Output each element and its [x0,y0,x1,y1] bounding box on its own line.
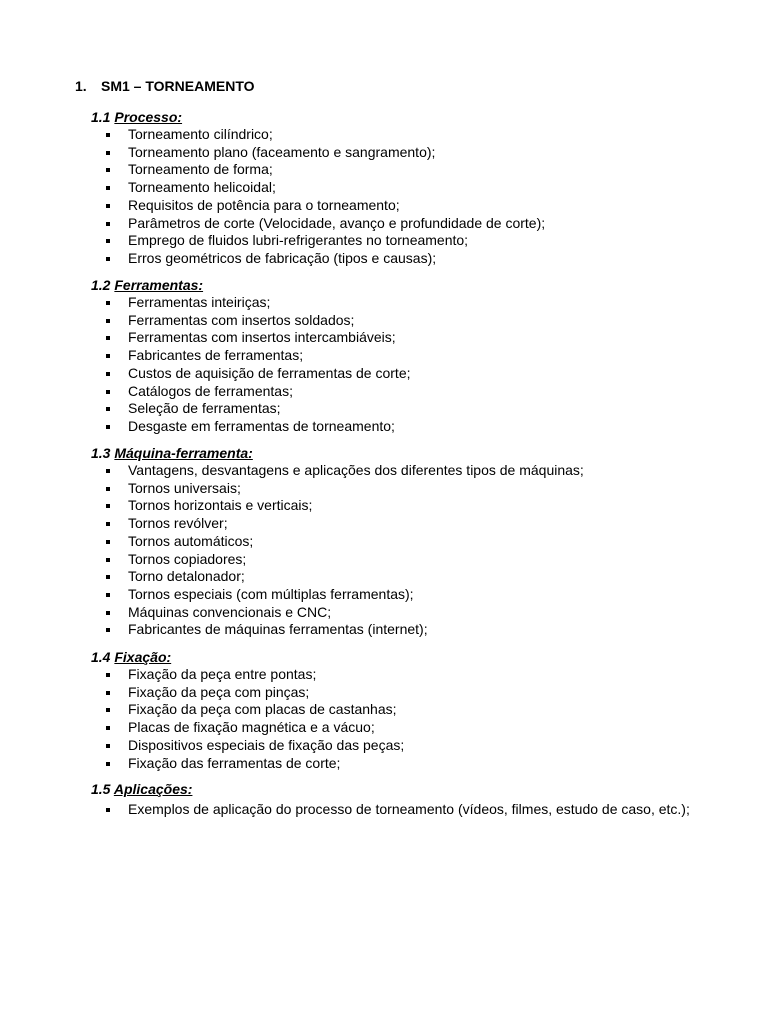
list-item: Custos de aquisição de ferramentas de corte; [91,365,701,383]
section-title [91,276,701,294]
square-bullet-icon [106,726,110,730]
item-list [91,801,701,819]
list-item: Torneamento plano (faceamento e sangramento); [91,144,701,162]
square-bullet-icon [106,762,110,766]
square-bullet-icon [106,673,110,677]
list-item: Parâmetros de corte (Velocidade, avanço e profundidade de corte); [91,215,701,233]
list-item: Tornos copiadores; [91,551,701,569]
list-item: Tornos revólver; [91,515,701,533]
list-item: Emprego de fluidos lubri-refrigerantes no torneamento; [91,232,701,250]
list-item: Máquinas convencionais e CNC; [91,604,701,622]
list-item: Tornos horizontais e verticais; [91,497,701,515]
list-item: Fixação da peça entre pontas; [91,666,701,684]
item-list [91,126,701,268]
main-heading-title: SM1 – TORNEAMENTO [101,78,255,94]
square-bullet-icon [106,151,110,155]
square-bullet-icon [106,257,110,261]
section-name: Aplicações: [113,781,193,797]
list-item: Seleção de ferramentas; [91,400,701,418]
square-bullet-icon [106,540,110,544]
section-title [91,648,701,666]
square-bullet-icon [106,301,110,305]
square-bullet-icon [106,222,110,226]
section-title [91,108,701,126]
list-item: Torneamento cilíndrico; [91,126,701,144]
list-item: Desgaste em ferramentas de torneamento; [91,418,701,436]
list-item: Fabricantes de ferramentas; [91,347,701,365]
list-item: Tornos especiais (com múltiplas ferramentas); [91,586,701,604]
section-name: Ferramentas: [114,277,204,293]
section-number: 1.4 [91,649,111,665]
item-list [91,294,701,436]
list-item: Fixação da peça com placas de castanhas; [91,701,701,719]
list-item: Tornos automáticos; [91,533,701,551]
main-heading-number: 1. [75,78,87,94]
section-number: 1.2 [91,277,111,293]
list-item: Torneamento helicoidal; [91,179,701,197]
section-name: Máquina-ferramenta: [114,445,253,461]
square-bullet-icon [106,186,110,190]
list-item: Fixação da peça com pinças; [91,684,701,702]
section-name: Processo: [114,109,183,125]
square-bullet-icon [106,522,110,526]
square-bullet-icon [106,425,110,429]
section-name: Fixação: [114,649,172,665]
list-item: Placas de fixação magnética e a vácuo; [91,719,701,737]
list-item: Torno detalonador; [91,568,701,586]
list-item: Catálogos de ferramentas; [91,383,701,401]
section-aplicacoes [91,780,701,819]
section-fixacao [91,648,701,772]
square-bullet-icon [106,319,110,323]
list-item: Ferramentas com insertos soldados; [91,312,701,330]
list-item: Erros geométricos de fabricação (tipos e causas); [91,250,701,268]
square-bullet-icon [106,390,110,394]
square-bullet-icon [106,808,110,812]
section-number: 1.1 [91,109,111,125]
item-list [91,666,701,772]
list-item: Ferramentas inteiriças; [91,294,701,312]
list-item: Vantagens, desvantagens e aplicações dos diferentes tipos de máquinas; [91,462,701,480]
square-bullet-icon [106,336,110,340]
section-ferramentas [91,276,701,436]
square-bullet-icon [106,133,110,137]
list-item: Ferramentas com insertos intercambiáveis; [91,329,701,347]
square-bullet-icon [106,691,110,695]
square-bullet-icon [106,407,110,411]
section-number: 1.3 [91,445,111,461]
square-bullet-icon [106,611,110,615]
square-bullet-icon [106,504,110,508]
square-bullet-icon [106,239,110,243]
square-bullet-icon [106,744,110,748]
square-bullet-icon [106,558,110,562]
square-bullet-icon [106,628,110,632]
section-number: 1.5 [91,781,111,797]
square-bullet-icon [106,575,110,579]
list-item: Fixação das ferramentas de corte; [91,755,701,773]
main-heading [75,77,255,95]
square-bullet-icon [106,354,110,358]
square-bullet-icon [106,372,110,376]
list-item: Torneamento de forma; [91,161,701,179]
section-title [91,780,701,798]
list-item: Exemplos de aplicação do processo de torneamento (vídeos, filmes, estudo de caso, etc.); [91,801,695,819]
section-maquina-ferramenta [91,444,701,639]
square-bullet-icon [106,469,110,473]
square-bullet-icon [106,708,110,712]
section-title [91,444,701,462]
list-item: Requisitos de potência para o torneamento; [91,197,701,215]
section-processo [91,108,701,268]
list-item: Tornos universais; [91,480,701,498]
square-bullet-icon [106,204,110,208]
square-bullet-icon [106,168,110,172]
square-bullet-icon [106,593,110,597]
list-item: Dispositivos especiais de fixação das peças; [91,737,701,755]
square-bullet-icon [106,487,110,491]
list-item: Fabricantes de máquinas ferramentas (internet); [91,621,701,639]
item-list [91,462,701,639]
